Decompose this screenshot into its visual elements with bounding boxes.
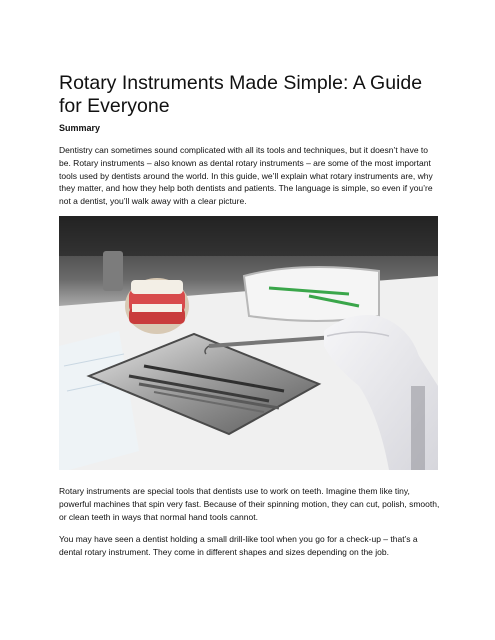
- definition-paragraph: Rotary instruments are special tools that dentists use to work on teeth. Imagine them like tiny, powerful machines that spin very fast. Because of their spinning motion, they can cut, polish, smooth, or clean teeth in ways that normal hand tools cannot.: [59, 486, 440, 522]
- document-title: Rotary Instruments Made Simple: A Guide for Everyone: [59, 72, 423, 117]
- dental-instruments-photo: [59, 216, 438, 470]
- intro-paragraph: Dentistry can sometimes sound complicated with all its tools and techniques, but it doesn’t have to be. Rotary instruments – also known as dental rotary instruments – are some of the most important tools used by dentists around the world. In this guide, we’ll explain what rotary instruments are, why they matter, and how they help both dentists and patients. The language is simple, so even if you’re not a dentist, you’ll walk away with a clear picture.: [59, 145, 433, 207]
- checkup-paragraph: You may have seen a dentist holding a small drill-like tool when you go for a check-up – that’s a dental rotary instrument. They come in different shapes and sizes depending on the job.: [59, 534, 418, 557]
- summary-heading: Summary: [59, 123, 101, 133]
